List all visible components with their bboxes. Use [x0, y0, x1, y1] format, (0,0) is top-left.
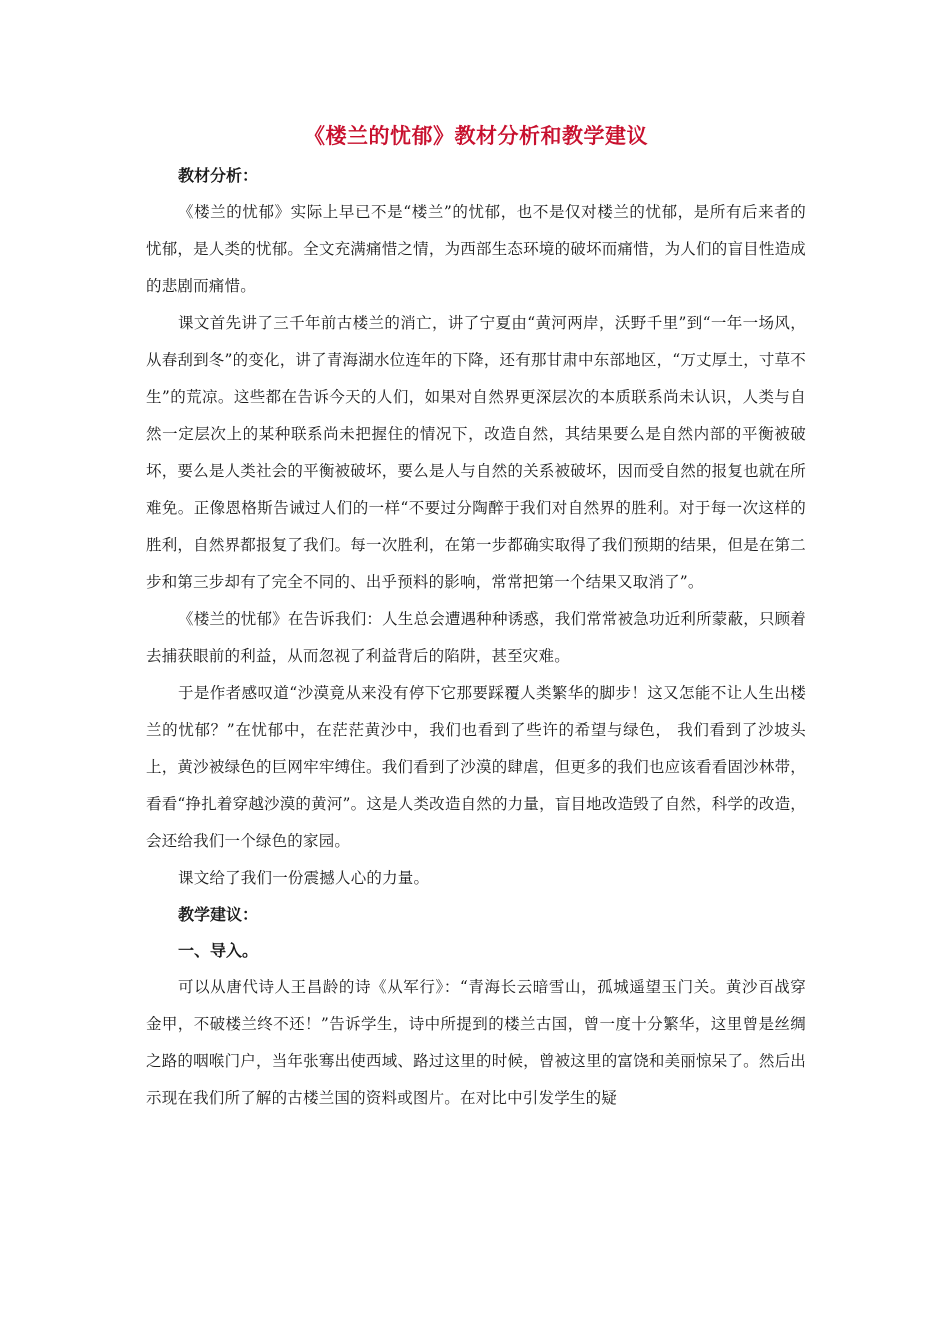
document-page — [146, 118, 806, 1117]
paragraph: 《楼兰的忧郁》在告诉我们：人生总会遭遇种种诱惑，我们常常被急功近利所蒙蔽，只顾着去捕获眼前的利益，从而忽视了利益背后的陷阱，甚至灾难。 — [146, 610, 807, 665]
paragraph: 《楼兰的忧郁》实际上早已不是“楼兰”的忧郁，也不是仅对楼兰的忧郁，是所有后来者的忧郁，是人类的忧郁。全文充满痛惜之情，为西部生态环境的破坏而痛惜，为人们的盲目性造成的悲剧而痛惜。 — [146, 203, 806, 295]
paragraph: 课文首先讲了三千年前古楼兰的消亡，讲了宁夏由“黄河两岸，沃野千里”到“一年一场风，从春刮到冬”的变化，讲了青海湖水位连年的下降，还有那甘肃中东部地区，“万丈厚土，寸草不生”的荒凉。这些都在告诉今天的人们，如果对自然界更深层次的本质联系尚未认识，人类与自然一定层次上的某种联系尚未把握住的情况下，改造自然，其结果要么是自然内部的平衡被破坏，要么是人类社会的平衡被破坏，要么是人与自然的关系被破坏，因而受自然的报复也就在所难免。正像恩格斯告诫过人们的一样“不要过分陶醉于我们对自然界的胜利。对于每一次这样的胜利，自然界都报复了我们。每一次胜利，在第一步都确实取得了我们预期的结果，但是在第二步和第三步却有了完全不同的、出乎预料的影响，常常把第一个结果又取消了”。 — [146, 314, 806, 591]
paragraph: 可以从唐代诗人王昌龄的诗《从军行》：“青海长云暗雪山，孤城遥望玉门关。黄沙百战穿金甲，不破楼兰终不还！”告诉学生，诗中所提到的楼兰古国，曾一度十分繁华，这里曾是丝绸之路的咽喉门户，当年张骞出使西域、路过这里的时候，曾被这里的富饶和美丽惊呆了。然后出示现在我们所了解的古楼兰国的资料或图片。在对比中引发学生的疑 — [146, 978, 806, 1107]
section-heading-analysis: 教材分析： — [178, 166, 259, 185]
paragraph: 于是作者感叹道“沙漠竟从来没有停下它那要踩覆人类繁华的脚步！这又怎能不让人生出楼兰的忧郁？”在忧郁中，在茫茫黄沙中，我们也看到了些许的希望与绿色， 我们看到了沙坡头上，黄沙被绿色的巨网牢牢缚住。我们看到了沙漠的肆虐，但更多的我们也应该看看固沙林带，看看“挣扎着穿越沙漠的黄河”。这是人类改造自然的力量，盲目地改造毁了自然，科学的改造，会还给我们一个绿色的家园。 — [146, 684, 806, 850]
page-title: 《楼兰的忧郁》教材分析和教学建议 — [304, 123, 648, 148]
subsection-heading-introduction: 一、导入。 — [178, 941, 259, 960]
paragraph: 课文给了我们一份震撼人心的力量。 — [178, 869, 430, 887]
section-heading-suggestions: 教学建议： — [178, 905, 259, 924]
